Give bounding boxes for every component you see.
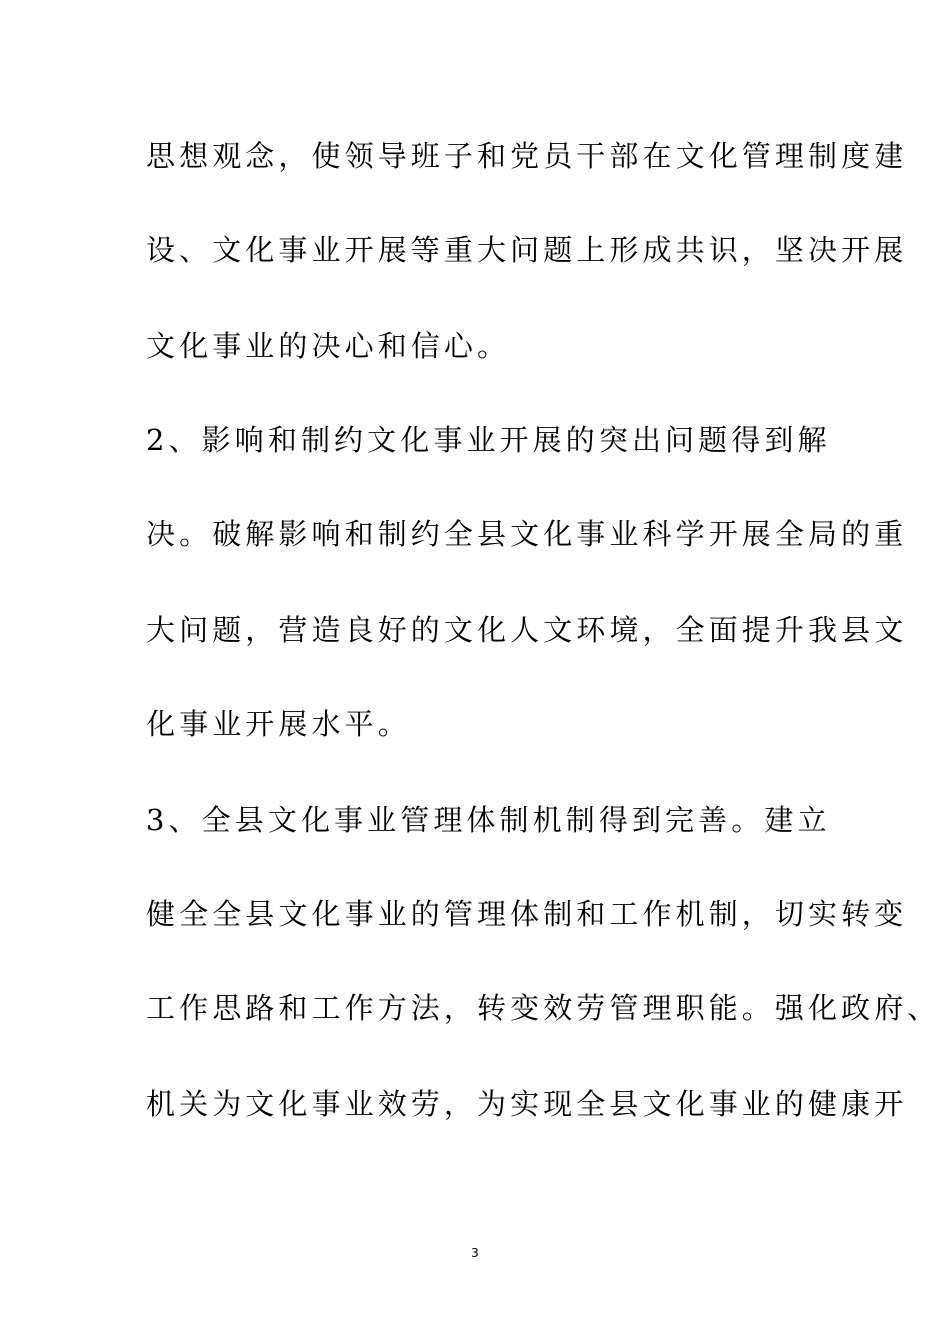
text-line: 大问题，营造良好的文化人文环境，全面提升我县文 bbox=[146, 613, 908, 647]
text-line: 设、文化事业开展等重大问题上形成共识，坚决开展 bbox=[146, 233, 908, 267]
text-line: 机关为文化事业效劳，为实现全县文化事业的健康开 bbox=[146, 1087, 908, 1121]
page-number: 3 bbox=[471, 1246, 479, 1260]
text-line: 工作思路和工作方法，转变效劳管理职能。强化政府、 bbox=[146, 991, 941, 1025]
text-line: 文化事业的决心和信心。 bbox=[146, 329, 511, 363]
paragraph-start-line: 3、全县文化事业管理体制机制得到完善。建立 bbox=[146, 803, 831, 837]
paragraph-start-line: 2、影响和制约文化事业开展的突出问题得到解 bbox=[146, 423, 831, 457]
text-line: 化事业开展水平。 bbox=[146, 707, 411, 741]
text-line: 决。破解影响和制约全县文化事业科学开展全局的重 bbox=[146, 517, 908, 551]
text-line: 健全全县文化事业的管理体制和工作机制，切实转变 bbox=[146, 897, 908, 931]
text-line: 思想观念，使领导班子和党员干部在文化管理制度建 bbox=[146, 139, 908, 173]
